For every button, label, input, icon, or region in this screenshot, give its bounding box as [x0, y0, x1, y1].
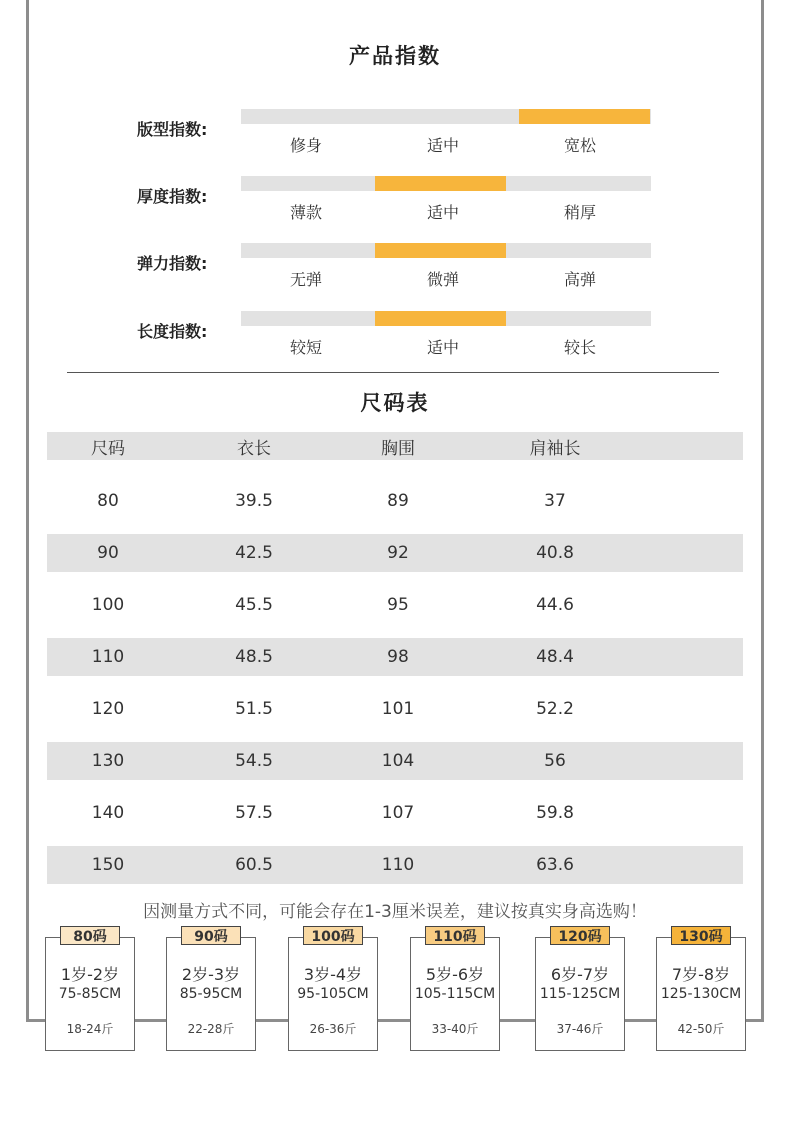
table-row	[47, 690, 743, 728]
table-cell: 48.4	[536, 647, 574, 667]
table-cell: 39.5	[235, 491, 273, 511]
size-card-height: 125-130CM	[660, 986, 742, 1002]
index-option: 薄款	[289, 203, 322, 222]
table-cell: 150	[91, 855, 125, 875]
table-cell: 51.5	[235, 699, 273, 719]
index-label: 弹力指数:	[137, 254, 208, 273]
index-option: 适中	[426, 203, 459, 222]
table-row	[47, 742, 743, 780]
index-bar	[241, 109, 651, 124]
index-option: 修身	[289, 136, 322, 155]
product-index-title: 产品指数	[349, 44, 441, 68]
size-card-tag: 120码	[550, 926, 610, 945]
table-cell: 110	[381, 855, 415, 875]
size-table-title: 尺码表	[360, 391, 430, 415]
size-card-age: 6岁-7岁	[550, 965, 610, 984]
table-cell: 95	[387, 595, 409, 615]
index-bar-selected	[519, 109, 650, 124]
index-label: 厚度指数:	[137, 187, 208, 206]
size-card	[166, 937, 256, 1051]
table-cell: 98	[387, 647, 409, 667]
table-cell: 48.5	[235, 647, 273, 667]
table-cell: 52.2	[536, 699, 574, 719]
measurement-note: 因测量方式不同，可能会存在1-3厘米误差，建议按真实身高选购！	[143, 902, 647, 922]
size-card-tag: 100码	[303, 926, 363, 945]
table-row	[47, 482, 743, 520]
size-card-age: 2岁-3岁	[181, 965, 241, 984]
index-option: 微弹	[426, 270, 459, 289]
table-cell: 101	[381, 699, 415, 719]
size-card-weight: 22-28斤	[187, 1022, 235, 1036]
index-bar-selected	[375, 311, 506, 326]
table-cell: 92	[387, 543, 409, 563]
table-cell: 尺码	[91, 438, 125, 459]
table-row	[47, 846, 743, 884]
table-cell: 120	[91, 699, 125, 719]
size-card-height: 95-105CM	[297, 986, 369, 1002]
table-cell: 89	[387, 491, 409, 511]
index-option: 适中	[426, 136, 459, 155]
table-header	[47, 432, 743, 460]
size-card	[535, 937, 625, 1051]
index-label: 版型指数:	[137, 120, 208, 139]
index-option: 适中	[426, 338, 459, 357]
table-row	[47, 586, 743, 624]
table-cell: 63.6	[536, 855, 574, 875]
index-label: 长度指数:	[137, 322, 208, 341]
size-card	[656, 937, 746, 1051]
table-cell: 110	[91, 647, 125, 667]
table-cell: 45.5	[235, 595, 273, 615]
size-card-height: 85-95CM	[179, 986, 243, 1002]
table-cell: 57.5	[235, 803, 273, 823]
size-card-weight: 26-36斤	[309, 1022, 357, 1036]
table-cell: 80	[97, 491, 119, 511]
table-cell: 56	[544, 751, 566, 771]
size-card-tag: 110码	[425, 926, 485, 945]
size-card-height: 75-85CM	[58, 986, 122, 1002]
table-cell: 44.6	[536, 595, 574, 615]
table-cell: 肩袖长	[529, 438, 581, 459]
section-divider	[67, 372, 719, 373]
table-row	[47, 638, 743, 676]
table-cell: 130	[91, 751, 125, 771]
table-cell: 100	[91, 595, 125, 615]
size-card	[410, 937, 500, 1051]
index-bar	[241, 176, 651, 191]
index-bar	[241, 243, 651, 258]
size-card-tag: 130码	[671, 926, 731, 945]
size-card-height: 115-125CM	[539, 986, 621, 1002]
index-option: 稍厚	[563, 203, 596, 222]
table-cell: 40.8	[536, 543, 574, 563]
index-bar-selected	[375, 243, 506, 258]
table-row	[47, 534, 743, 572]
index-option: 较长	[563, 338, 596, 357]
table-cell: 衣长	[237, 438, 271, 459]
size-card-weight: 37-46斤	[556, 1022, 604, 1036]
index-option: 宽松	[563, 136, 596, 155]
index-bar-selected	[375, 176, 506, 191]
size-card-age: 7岁-8岁	[671, 965, 731, 984]
size-card-tag: 90码	[181, 926, 241, 945]
size-card	[45, 937, 135, 1051]
table-cell: 90	[97, 543, 119, 563]
table-cell: 54.5	[235, 751, 273, 771]
size-card-weight: 18-24斤	[66, 1022, 114, 1036]
index-bar	[241, 311, 651, 326]
table-cell: 59.8	[536, 803, 574, 823]
table-cell: 140	[91, 803, 125, 823]
size-card-age: 3岁-4岁	[303, 965, 363, 984]
index-option: 无弹	[289, 270, 322, 289]
table-cell: 42.5	[235, 543, 273, 563]
size-card	[288, 937, 378, 1051]
table-row	[47, 794, 743, 832]
table-cell: 37	[544, 491, 566, 511]
table-cell: 104	[381, 751, 415, 771]
table-cell: 胸围	[381, 438, 415, 459]
size-card-age: 5岁-6岁	[425, 965, 485, 984]
table-cell: 107	[381, 803, 415, 823]
size-card-weight: 33-40斤	[431, 1022, 479, 1036]
size-card-age: 1岁-2岁	[60, 965, 120, 984]
index-option: 高弹	[563, 270, 596, 289]
index-option: 较短	[289, 338, 322, 357]
table-cell: 60.5	[235, 855, 273, 875]
size-card-weight: 42-50斤	[677, 1022, 725, 1036]
size-card-height: 105-115CM	[414, 986, 496, 1002]
size-card-tag: 80码	[60, 926, 120, 945]
